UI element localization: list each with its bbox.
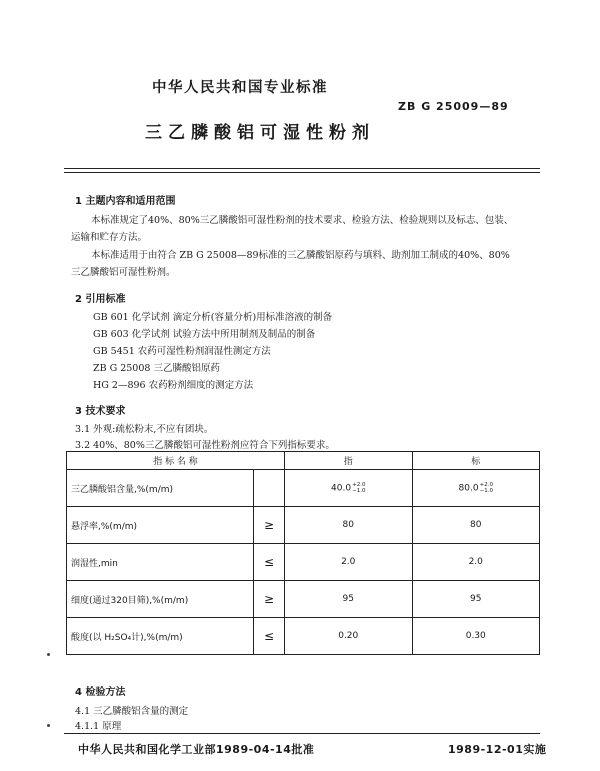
value-80-tolerance xyxy=(480,482,493,494)
row-value-40 xyxy=(285,470,413,507)
reference-item: GB 603 化学试剂 试验方法中所用制剂及制品的制备 xyxy=(93,329,316,340)
row-value-40: 80 xyxy=(285,507,413,544)
footer-rule xyxy=(64,733,540,734)
row-value-80: 95 xyxy=(412,581,540,618)
document-title: 三乙膦酸铝可湿性粉剂 xyxy=(145,123,375,143)
reference-item: GB 5451 农药可湿性粉剂润湿性测定方法 xyxy=(93,346,271,357)
row-value-80 xyxy=(412,470,540,507)
section-3-heading: 3 技术要求 xyxy=(75,406,126,417)
section-1-heading: 1 主题内容和适用范围 xyxy=(75,196,176,207)
table-row xyxy=(67,581,540,618)
item-4-1: 4.1 三乙膦酸铝含量的测定 xyxy=(75,706,189,717)
table-row xyxy=(67,507,540,544)
header-rule-bottom xyxy=(64,172,540,173)
row-value-40: 95 xyxy=(285,581,413,618)
row-comparator: ≤ xyxy=(254,544,285,581)
row-comparator xyxy=(254,470,285,507)
section-1-para-1-line-2: 运输和贮存方法。 xyxy=(71,232,148,243)
issuing-authority-title: 中华人民共和国专业标准 xyxy=(152,80,328,96)
row-name: 三乙膦酸铝含量,%(m/m) xyxy=(67,470,254,507)
item-3-2: 3.2 40%、80%三乙膦酸铝可湿性粉剂应符合下列指标要求。 xyxy=(75,440,335,451)
value-80-tolerance-minus: −1.0 xyxy=(479,488,493,494)
item-4-1-1: 4.1.1 原理 xyxy=(75,721,122,732)
row-value-80: 0.30 xyxy=(412,618,540,655)
effective-date: 1989-12-01实施 xyxy=(448,743,547,756)
reference-item: ZB G 25008 三乙膦酸铝原药 xyxy=(93,363,220,374)
row-value-40: 0.20 xyxy=(285,618,413,655)
row-name: 酸度(以 H₂SO₄计),%(m/m) xyxy=(67,618,254,655)
scan-speck xyxy=(47,653,50,656)
value-40-tolerance xyxy=(352,482,365,494)
reference-item: GB 601 化学试剂 滴定分析(容量分析)用标准溶液的制备 xyxy=(93,312,333,323)
row-value-40: 2.0 xyxy=(285,544,413,581)
section-1-para-2-line-1: 本标准适用于由符合 ZB G 25008—89标准的三乙膦酸铝原药与填料、助剂加工制成的40%、80% xyxy=(91,250,510,261)
table-row xyxy=(67,470,540,507)
row-comparator: ≤ xyxy=(254,618,285,655)
table-row xyxy=(67,618,540,655)
value-40-main: 40.0 xyxy=(331,483,352,494)
header-rule-top xyxy=(64,168,540,169)
scan-speck xyxy=(47,724,50,727)
row-value-80: 80 xyxy=(412,507,540,544)
table-header-row xyxy=(67,452,540,470)
row-name: 润湿性,min xyxy=(67,544,254,581)
column-header-value-left: 指 xyxy=(285,452,413,470)
value-80-main: 80.0 xyxy=(458,483,479,494)
column-header-value-right: 标 xyxy=(412,452,540,470)
item-3-1: 3.1 外观:疏松粉末,不应有团块。 xyxy=(75,424,214,435)
standard-code: ZB G 25009—89 xyxy=(398,100,509,113)
section-4-heading: 4 检验方法 xyxy=(75,687,126,698)
row-name: 悬浮率,%(m/m) xyxy=(67,507,254,544)
section-2-heading: 2 引用标准 xyxy=(75,294,126,305)
value-80-tolerance-plus: +2.0 xyxy=(479,482,493,488)
column-header-name: 指 标 名 称 xyxy=(67,452,285,470)
section-1-para-1-line-1: 本标准规定了40%、80%三乙膦酸铝可湿性粉剂的技术要求、检验方法、检验规则以及标志、包装、 xyxy=(91,215,514,226)
row-comparator: ≥ xyxy=(254,507,285,544)
reference-item: HG 2—896 农药粉剂细度的测定方法 xyxy=(93,380,254,391)
row-comparator: ≥ xyxy=(254,581,285,618)
table-row xyxy=(67,544,540,581)
row-name: 细度(通过320目筛),%(m/m) xyxy=(67,581,254,618)
row-value-80: 2.0 xyxy=(412,544,540,581)
specification-table xyxy=(66,451,540,655)
section-1-para-2-line-2: 三乙膦酸铝可湿性粉剂。 xyxy=(71,267,176,278)
value-40-tolerance-minus: −1.0 xyxy=(352,488,366,494)
approval-statement: 中华人民共和国化学工业部1989-04-14批准 xyxy=(78,743,315,756)
value-40-tolerance-plus: +2.0 xyxy=(352,482,366,488)
